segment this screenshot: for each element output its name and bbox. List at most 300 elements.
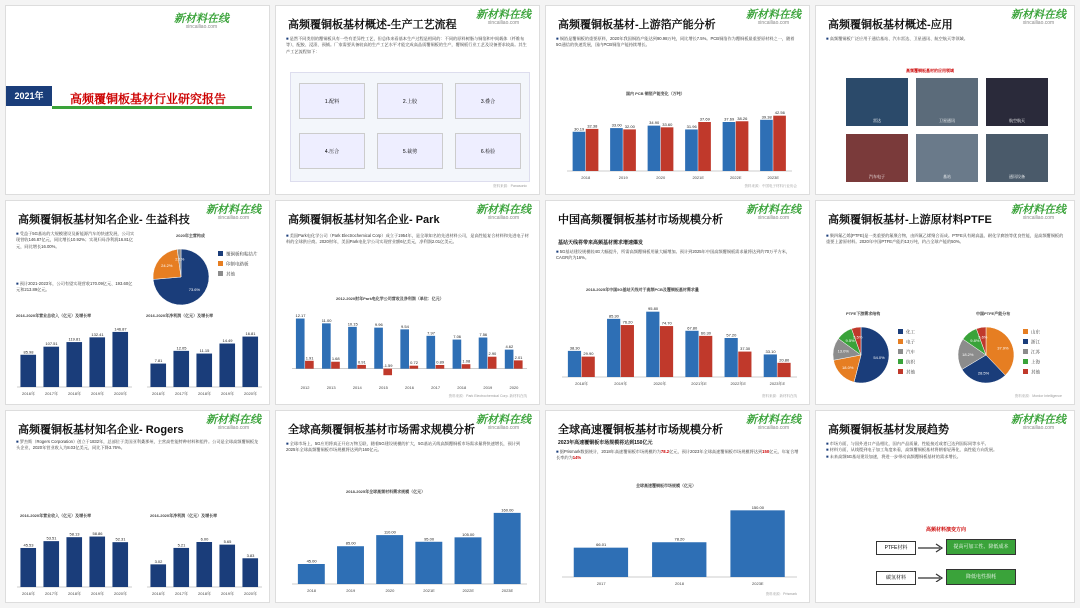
slide-applications	[815, 5, 1075, 195]
slide-title: 全球高速覆铜板基材市场规模分析	[558, 424, 723, 436]
process-step: 5.裁剪	[377, 133, 443, 169]
revenue-caption: 2016-2020年营业收入（亿元）及增长率	[20, 513, 92, 518]
logo	[476, 10, 531, 26]
logo-cn: 新材料在线	[476, 204, 531, 216]
data-label: 58.13	[69, 531, 80, 537]
data-label: 119.81	[68, 336, 81, 342]
bar	[400, 329, 409, 368]
bar	[89, 337, 105, 387]
ptfe-box: PTFE材料	[876, 541, 916, 555]
bar	[725, 338, 738, 377]
application-photo: 卫星通讯	[916, 78, 978, 126]
data-label: 0.91	[357, 359, 366, 365]
application-photo: 通讯设备	[986, 134, 1048, 182]
data-label: 110.00	[383, 529, 396, 535]
logo-cn: 新材料在线	[746, 204, 801, 216]
data-label: 2.90	[488, 351, 497, 357]
tick-label: 2022E	[729, 175, 742, 180]
bar	[357, 365, 366, 369]
bar	[196, 542, 212, 587]
data-label: 32.38	[587, 123, 598, 129]
tick-label: 2023E	[767, 175, 780, 180]
logo-en: xincailiao.com	[217, 425, 250, 431]
chart-caption: 国内 PCB 铜箔产能变化（万吨）	[626, 91, 685, 96]
tick-label: 2017	[596, 581, 606, 586]
legend-swatch	[218, 261, 223, 266]
tick-label: 2013	[326, 385, 336, 390]
bar	[568, 351, 581, 377]
data-label: 95.00	[424, 536, 435, 542]
legend-swatch	[1023, 369, 1028, 374]
slice-label: 18.0%	[842, 364, 854, 370]
logo	[746, 10, 801, 26]
slide-cover	[5, 5, 270, 195]
bar	[514, 360, 523, 368]
data-label: 37.69	[699, 116, 710, 122]
data-label: 6.00	[200, 536, 209, 542]
bar	[374, 328, 383, 369]
legend-swatch	[218, 271, 223, 276]
headline: 基站天线将带来高频基材需求增速爆发	[558, 240, 644, 246]
tick-label: 2019	[618, 175, 628, 180]
trend-bullet: ■ 材料方面，从线缆到电子加工角度来看，高频覆铜板基材将朝着轻薄化、高性能方向发展。	[826, 447, 1064, 453]
text-part-2: 亿元，预计2023年全球高速覆铜板市场规模将达到	[669, 449, 763, 454]
park-chart	[286, 303, 531, 393]
slice-label: 54.0%	[873, 354, 885, 360]
value-2018: 78.2	[660, 449, 670, 454]
bar	[738, 352, 751, 377]
logo	[206, 415, 261, 431]
slide-text-2: ■ 预计2021-2023年，公司有望实现营收170.09亿元、193.60亿元和213.89亿元。	[16, 281, 136, 294]
data-label: 14.49	[222, 338, 233, 344]
legend-label: 上海	[1031, 359, 1040, 365]
slide-global-demand	[275, 410, 540, 603]
arrow-icon	[918, 542, 944, 582]
data-label: 7.97	[427, 330, 435, 336]
process-step: 6.检验	[455, 133, 521, 169]
slide-global-highspeed	[545, 410, 810, 603]
tick-label: 2018年	[198, 391, 211, 396]
logo-en: xincailiao.com	[487, 20, 520, 26]
logo-cn: 新材料在线	[206, 414, 261, 426]
bar	[652, 542, 706, 577]
legend-label: 浙江	[1031, 339, 1040, 345]
application-photo: 雷达	[846, 78, 908, 126]
profit-caption: 2016-2020年净利润（亿元）及增长率	[150, 513, 218, 518]
tick-label: 2017年	[175, 391, 188, 396]
hydrocarbon-box: 碳氢材料	[876, 571, 916, 585]
logo	[1011, 205, 1066, 221]
data-label: 33.00	[611, 122, 622, 128]
slide-text: ■ 是然不同类别的覆铜板具有一些有差异性工艺，但总体来看基本生产过程是相同的：不同的原料树脂与铜箔和中间载体（纤维布等），配胶、浸渍、预铺。厂家需要具备较高的生产工艺水平才能完成高品质覆铜板的生产，覆铜板行业工艺及设备要求较高。其生产工艺流程如下：	[286, 36, 529, 66]
logo	[746, 205, 801, 221]
bar	[699, 336, 712, 377]
slice-label: 5.6%	[978, 334, 988, 340]
chart-caption: 2018-2025年中国5G基站天线对于高频PCB及覆铜板基材需求量	[586, 287, 699, 292]
tick-label: 2020年	[244, 391, 257, 396]
bar	[698, 122, 711, 171]
bar	[219, 545, 235, 587]
source-note: 资料来源：Park Electrochemical Corp. 新材料在线	[448, 394, 527, 398]
bar	[723, 122, 736, 171]
copperfoil-chart	[561, 98, 796, 183]
shengyi-revenue-chart	[11, 319, 136, 399]
bar	[505, 350, 514, 369]
slide-text-1: ■ 受益于5G基站的大规模建设及新能源汽车的快速发展，公司实现营收146.87亿元，同比增长10.92%；实现归母净利润16.81亿元，同比增长16.00%。	[16, 231, 136, 250]
data-label: 66.01	[596, 542, 607, 548]
tick-label: 2019	[483, 385, 493, 390]
tick-label: 2022年E	[730, 381, 747, 386]
source-note: 资料来源：Mordor Intelligence	[1014, 394, 1062, 398]
tick-label: 2019年	[221, 591, 234, 596]
data-label: 1.08	[462, 358, 471, 364]
bar	[453, 340, 462, 369]
data-label: 60.30	[700, 330, 711, 336]
bar	[582, 357, 595, 377]
pie2-caption: 中国PTFE产能分布	[976, 311, 1011, 316]
global-demand-chart	[286, 496, 531, 596]
logo	[206, 205, 261, 221]
slide-trends	[815, 410, 1075, 603]
logo-en: xincailiao.com	[1022, 20, 1055, 26]
tick-label: 2020	[385, 588, 395, 593]
data-label: 11.00	[321, 317, 332, 323]
legend-swatch	[1023, 349, 1028, 354]
data-label: 0.89	[436, 359, 445, 365]
data-label: 33.10	[765, 348, 776, 354]
data-label: 38.30	[569, 345, 580, 351]
legend-label: 化工	[906, 329, 915, 335]
bar	[415, 542, 442, 584]
revenue-caption: 2016-2020年营业总收入（亿元）及增长率	[16, 313, 92, 318]
slice-label: 9.8%	[970, 338, 980, 344]
process-step: 1.配料	[299, 83, 365, 119]
tick-label: 2016年	[152, 591, 165, 596]
bar	[89, 537, 105, 587]
data-label: 39.38	[761, 114, 772, 120]
bar	[648, 126, 661, 171]
source-note: 资料来源：Prismark	[765, 592, 797, 596]
trend-bullet: ■ 市场方面，与国外进口产品相比，国内产品质量、性能接近或者已达到国际同等水平。	[826, 441, 1064, 447]
slice-label: 37.9%	[997, 345, 1009, 351]
cover-year: 2021年	[6, 86, 52, 106]
bar	[573, 132, 586, 171]
data-label: 3.02	[154, 558, 163, 564]
bar	[462, 364, 471, 368]
bar	[322, 323, 331, 368]
legend-label: 其他	[1031, 369, 1040, 375]
legend-swatch	[898, 329, 903, 334]
bar	[426, 336, 435, 369]
chart-caption: 2012-2020财年Park电化学公司营收及净利润（单位：亿元）	[336, 296, 444, 301]
slice-label: 24.2%	[161, 263, 173, 269]
tick-label: 2018年	[575, 381, 589, 386]
tick-label: 2016年	[152, 391, 165, 396]
bar	[661, 127, 674, 171]
benefit-box-1: 提高可加工性、降低成本	[946, 539, 1016, 555]
data-label: 45.53	[23, 542, 34, 548]
tick-label: 2020年	[653, 381, 667, 386]
bar	[150, 564, 166, 587]
cagr-value: 14%	[572, 455, 582, 461]
data-label: 7.56	[479, 332, 488, 338]
slice-label: 2.1%	[175, 256, 185, 262]
slice-label: 73.6%	[188, 286, 201, 292]
slide-china-market	[545, 200, 810, 405]
tick-label: 2020年	[114, 391, 127, 396]
data-label: 85.98	[23, 349, 34, 355]
logo	[746, 415, 801, 431]
data-label: 107.51	[45, 341, 58, 347]
data-label: 0.72	[410, 360, 418, 366]
bar	[242, 558, 258, 587]
data-label: 78.20	[674, 536, 685, 542]
ptfe-demand-pie	[826, 319, 946, 394]
logo-en: xincailiao.com	[757, 215, 790, 221]
slide-copperfoil	[545, 5, 810, 195]
bar	[488, 357, 497, 369]
slide-title: 高频覆铜板基材知名企业- Rogers	[18, 424, 184, 436]
logo-cn: 新材料在线	[1011, 9, 1066, 21]
slide-ptfe	[815, 200, 1075, 405]
tick-label: 2018	[457, 385, 467, 390]
legend-label: 覆铜板和粘结片	[226, 251, 258, 257]
data-label: 85.00	[345, 540, 356, 546]
slide-title: 全球高频覆铜板基材市场需求规模分析	[288, 424, 475, 436]
bar	[685, 331, 698, 377]
tick-label: 2016年	[22, 391, 35, 396]
logo-cn: 新材料在线	[1011, 414, 1066, 426]
slide-title: 高频覆铜板基材知名企业- 生益科技	[18, 214, 190, 226]
shengyi-pie	[146, 241, 266, 311]
tick-label: 2012	[300, 385, 310, 390]
data-label: 20.80	[779, 357, 790, 363]
logo-en: xincailiao.com	[1022, 215, 1055, 221]
data-label: -1.59	[383, 363, 393, 369]
data-label: 7.81	[154, 358, 163, 364]
data-label: 105.00	[462, 531, 475, 537]
slice-label: 28.5%	[977, 370, 990, 376]
legend-label: 江苏	[1031, 349, 1040, 355]
slide-text: ■ 全球市场上，5G应用将真正开启万物互联，随着5G建设规模的扩大，5G基站天线高频覆铜板市场需求量将快速增长，预计到2025年全球高频覆铜板市场规模将达到约160亿元。	[286, 441, 529, 481]
bar	[242, 337, 258, 387]
tick-label: 2018	[581, 175, 591, 180]
data-label: 67.80	[687, 325, 698, 331]
cover-title: 高频覆铜板基材行业研究报告	[70, 92, 227, 106]
bar	[112, 332, 128, 387]
slice-label: 9.5%	[845, 337, 855, 343]
slide-text	[556, 449, 799, 481]
legend-swatch	[1023, 339, 1028, 344]
bar	[305, 361, 314, 369]
bar	[298, 564, 325, 584]
slide-text: ■ 高频覆铜板广泛应用于通信基站、汽车雷达、卫星通讯、航空航天等领域。	[826, 36, 1064, 61]
slide-title: 中国高频覆铜板基材市场规模分析	[558, 214, 723, 226]
data-label: 34.90	[649, 120, 660, 126]
logo-en: xincailiao.com	[757, 425, 790, 431]
bar	[112, 542, 128, 587]
bar	[479, 338, 488, 369]
slide-title: 高频覆铜板基材概述-应用	[828, 19, 953, 31]
bar	[410, 366, 419, 369]
legend-label: 其他	[226, 271, 235, 277]
ptfe-capacity-pie	[951, 319, 1071, 394]
tick-label: 2019年	[91, 391, 104, 396]
data-label: 2.01	[514, 354, 523, 360]
bar	[574, 548, 628, 577]
slide-text: ■ 罗杰斯（Rogers Corporation）创立于1832年，总部位于美国亚利桑那州，主营高性能特种材料和组件。公司是全球高频覆铜板龙头企业，2020年营业收入为8.03亿美元，同比下降3.76%。	[16, 439, 259, 499]
pie-caption: 2020年主营构成	[176, 233, 205, 238]
data-label: 9.54	[401, 323, 409, 329]
bar	[685, 129, 698, 171]
bar	[43, 347, 59, 387]
legend-label: 纺织	[906, 359, 915, 365]
bar	[20, 548, 36, 587]
bar	[586, 129, 599, 171]
tick-label: 2020年	[114, 591, 127, 596]
legend-swatch	[898, 349, 903, 354]
tick-label: 2019年	[614, 381, 628, 386]
logo-en: xincailiao.com	[487, 425, 520, 431]
data-label: 1.91	[305, 355, 314, 361]
logo-cn: 新材料在线	[746, 414, 801, 426]
application-photo: 基站	[916, 134, 978, 182]
bar	[376, 535, 403, 584]
tick-label: 2019	[346, 588, 356, 593]
slide-park	[275, 200, 540, 405]
tick-label: 2017年	[45, 391, 58, 396]
data-label: 146.87	[114, 326, 127, 332]
trend-bullets	[826, 441, 1064, 460]
text-part-1: 据Prismark数据统计，2018年高速覆铜板市场规模约为	[559, 449, 661, 454]
bar	[43, 541, 59, 587]
bar	[296, 319, 305, 369]
tick-label: 2018年	[68, 391, 81, 396]
logo-en: xincailiao.com	[217, 215, 250, 221]
legend-swatch	[898, 369, 903, 374]
tick-label: 2018	[675, 581, 684, 586]
rogers-profit-chart	[141, 519, 266, 599]
bar	[777, 363, 790, 377]
diagram-title: 高频材料演变方向	[926, 527, 967, 533]
slice-label: 5.5%	[853, 334, 863, 340]
tick-label: 2022E	[462, 588, 475, 593]
legend-swatch	[1023, 329, 1028, 334]
data-label: 29.90	[583, 351, 594, 357]
bar	[455, 537, 482, 584]
tick-label: 2017年	[175, 591, 188, 596]
bar	[760, 120, 773, 171]
tick-label: 2023年E	[769, 381, 786, 386]
tick-label: 2018	[307, 588, 317, 593]
logo-en: xincailiao.com	[487, 215, 520, 221]
data-label: 150.00	[751, 504, 764, 510]
bar	[348, 327, 357, 369]
tick-label: 2017	[431, 385, 441, 390]
bar	[730, 510, 784, 577]
bar	[494, 513, 521, 584]
bar	[773, 116, 786, 171]
tick-label: 2017年	[45, 591, 58, 596]
tick-label: 2021E	[423, 588, 435, 593]
bar	[621, 325, 634, 377]
bar	[436, 365, 445, 369]
data-label: 85.30	[608, 313, 619, 319]
data-label: 33.60	[662, 121, 673, 127]
bar	[173, 548, 189, 587]
legend-label: 其他	[906, 369, 915, 375]
legend-label: 电子	[906, 339, 915, 345]
legend-swatch	[1023, 359, 1028, 364]
process-step: 3.叠合	[455, 83, 521, 119]
text-part-3: 亿元，年复合增长率约为	[556, 449, 799, 461]
tick-label: 2018年	[198, 591, 211, 596]
logo	[476, 415, 531, 431]
tick-label: 2021年E	[691, 381, 707, 386]
tick-label: 2020	[509, 385, 519, 390]
slide-title: 高频覆铜板基材概述-生产工艺流程	[288, 19, 457, 31]
slide-text: ■ 5G基站建设规模较4G大幅提升，所需高频覆铜板用量大幅增加。预计到2025年中国高频覆铜板需求量将达到约70万平方米，CAGR约为16%。	[556, 249, 799, 284]
data-label: 57.20	[726, 332, 737, 338]
data-label: 58.86	[92, 531, 103, 537]
legend-label: 汽车	[906, 349, 915, 355]
benefit-box-2: 降低电性损耗	[946, 569, 1016, 585]
logo-cn: 新材料在线	[476, 9, 531, 21]
data-label: 10.15	[347, 321, 358, 327]
tick-label: 2015	[378, 385, 388, 390]
tick-label: 2014	[352, 385, 362, 390]
bar	[66, 342, 82, 387]
tick-label: 2021E	[692, 175, 705, 180]
source-note: 资料来源：新材料在线	[762, 394, 797, 398]
cover-divider	[52, 106, 252, 109]
logo	[1011, 415, 1066, 431]
slide-rogers	[5, 410, 270, 603]
data-label: 16.81	[245, 331, 256, 337]
trend-bullet: ■ 未来高频5G基站建设加速，将进一步带动高频覆铜板基材的需求增长。	[826, 454, 1064, 460]
bar	[173, 351, 189, 387]
tick-label: 2020	[656, 175, 666, 180]
data-label: 74.70	[661, 320, 672, 326]
tick-label: 2016年	[22, 591, 35, 596]
data-label: 7.06	[453, 334, 462, 340]
data-label: 12.05	[176, 345, 187, 351]
data-label: 52.31	[115, 536, 126, 542]
slide-text: ■ 铜箔是覆铜板的重要原料，2020年我国铜箔产能达到90.98万吨，同比增长7.5%。PCB铜箔作为覆铜板最重要原材料之一，随着5G通信的快速发展，国内PCB铜箔产能持续增长。	[556, 36, 799, 76]
legend-swatch	[898, 339, 903, 344]
chart-caption: 2018-2025年全球高频材料需求规模（亿元）	[346, 489, 426, 494]
logo	[174, 14, 229, 30]
logo	[476, 205, 531, 221]
chart-caption: 全球高速覆铜板市场规模（亿元）	[636, 483, 696, 488]
tick-label: 2020年	[244, 591, 257, 596]
process-step: 2.上胶	[377, 83, 443, 119]
data-label: 95.80	[648, 306, 659, 312]
profit-caption: 2016-2020年净利润（亿元）及增长率	[146, 313, 214, 318]
rogers-revenue-chart	[11, 519, 136, 599]
highspeed-chart	[556, 489, 801, 589]
data-label: 9.96	[374, 322, 383, 328]
slice-label: 13.0%	[837, 348, 849, 354]
data-label: 31.96	[686, 123, 697, 129]
bar	[219, 344, 235, 387]
data-label: 42.56	[774, 110, 785, 116]
tick-label: 2019年	[91, 591, 104, 596]
bar	[646, 312, 659, 377]
logo-cn: 新材料在线	[174, 13, 229, 25]
tick-label: 2016	[405, 385, 414, 390]
data-label: 37.30	[740, 346, 751, 352]
